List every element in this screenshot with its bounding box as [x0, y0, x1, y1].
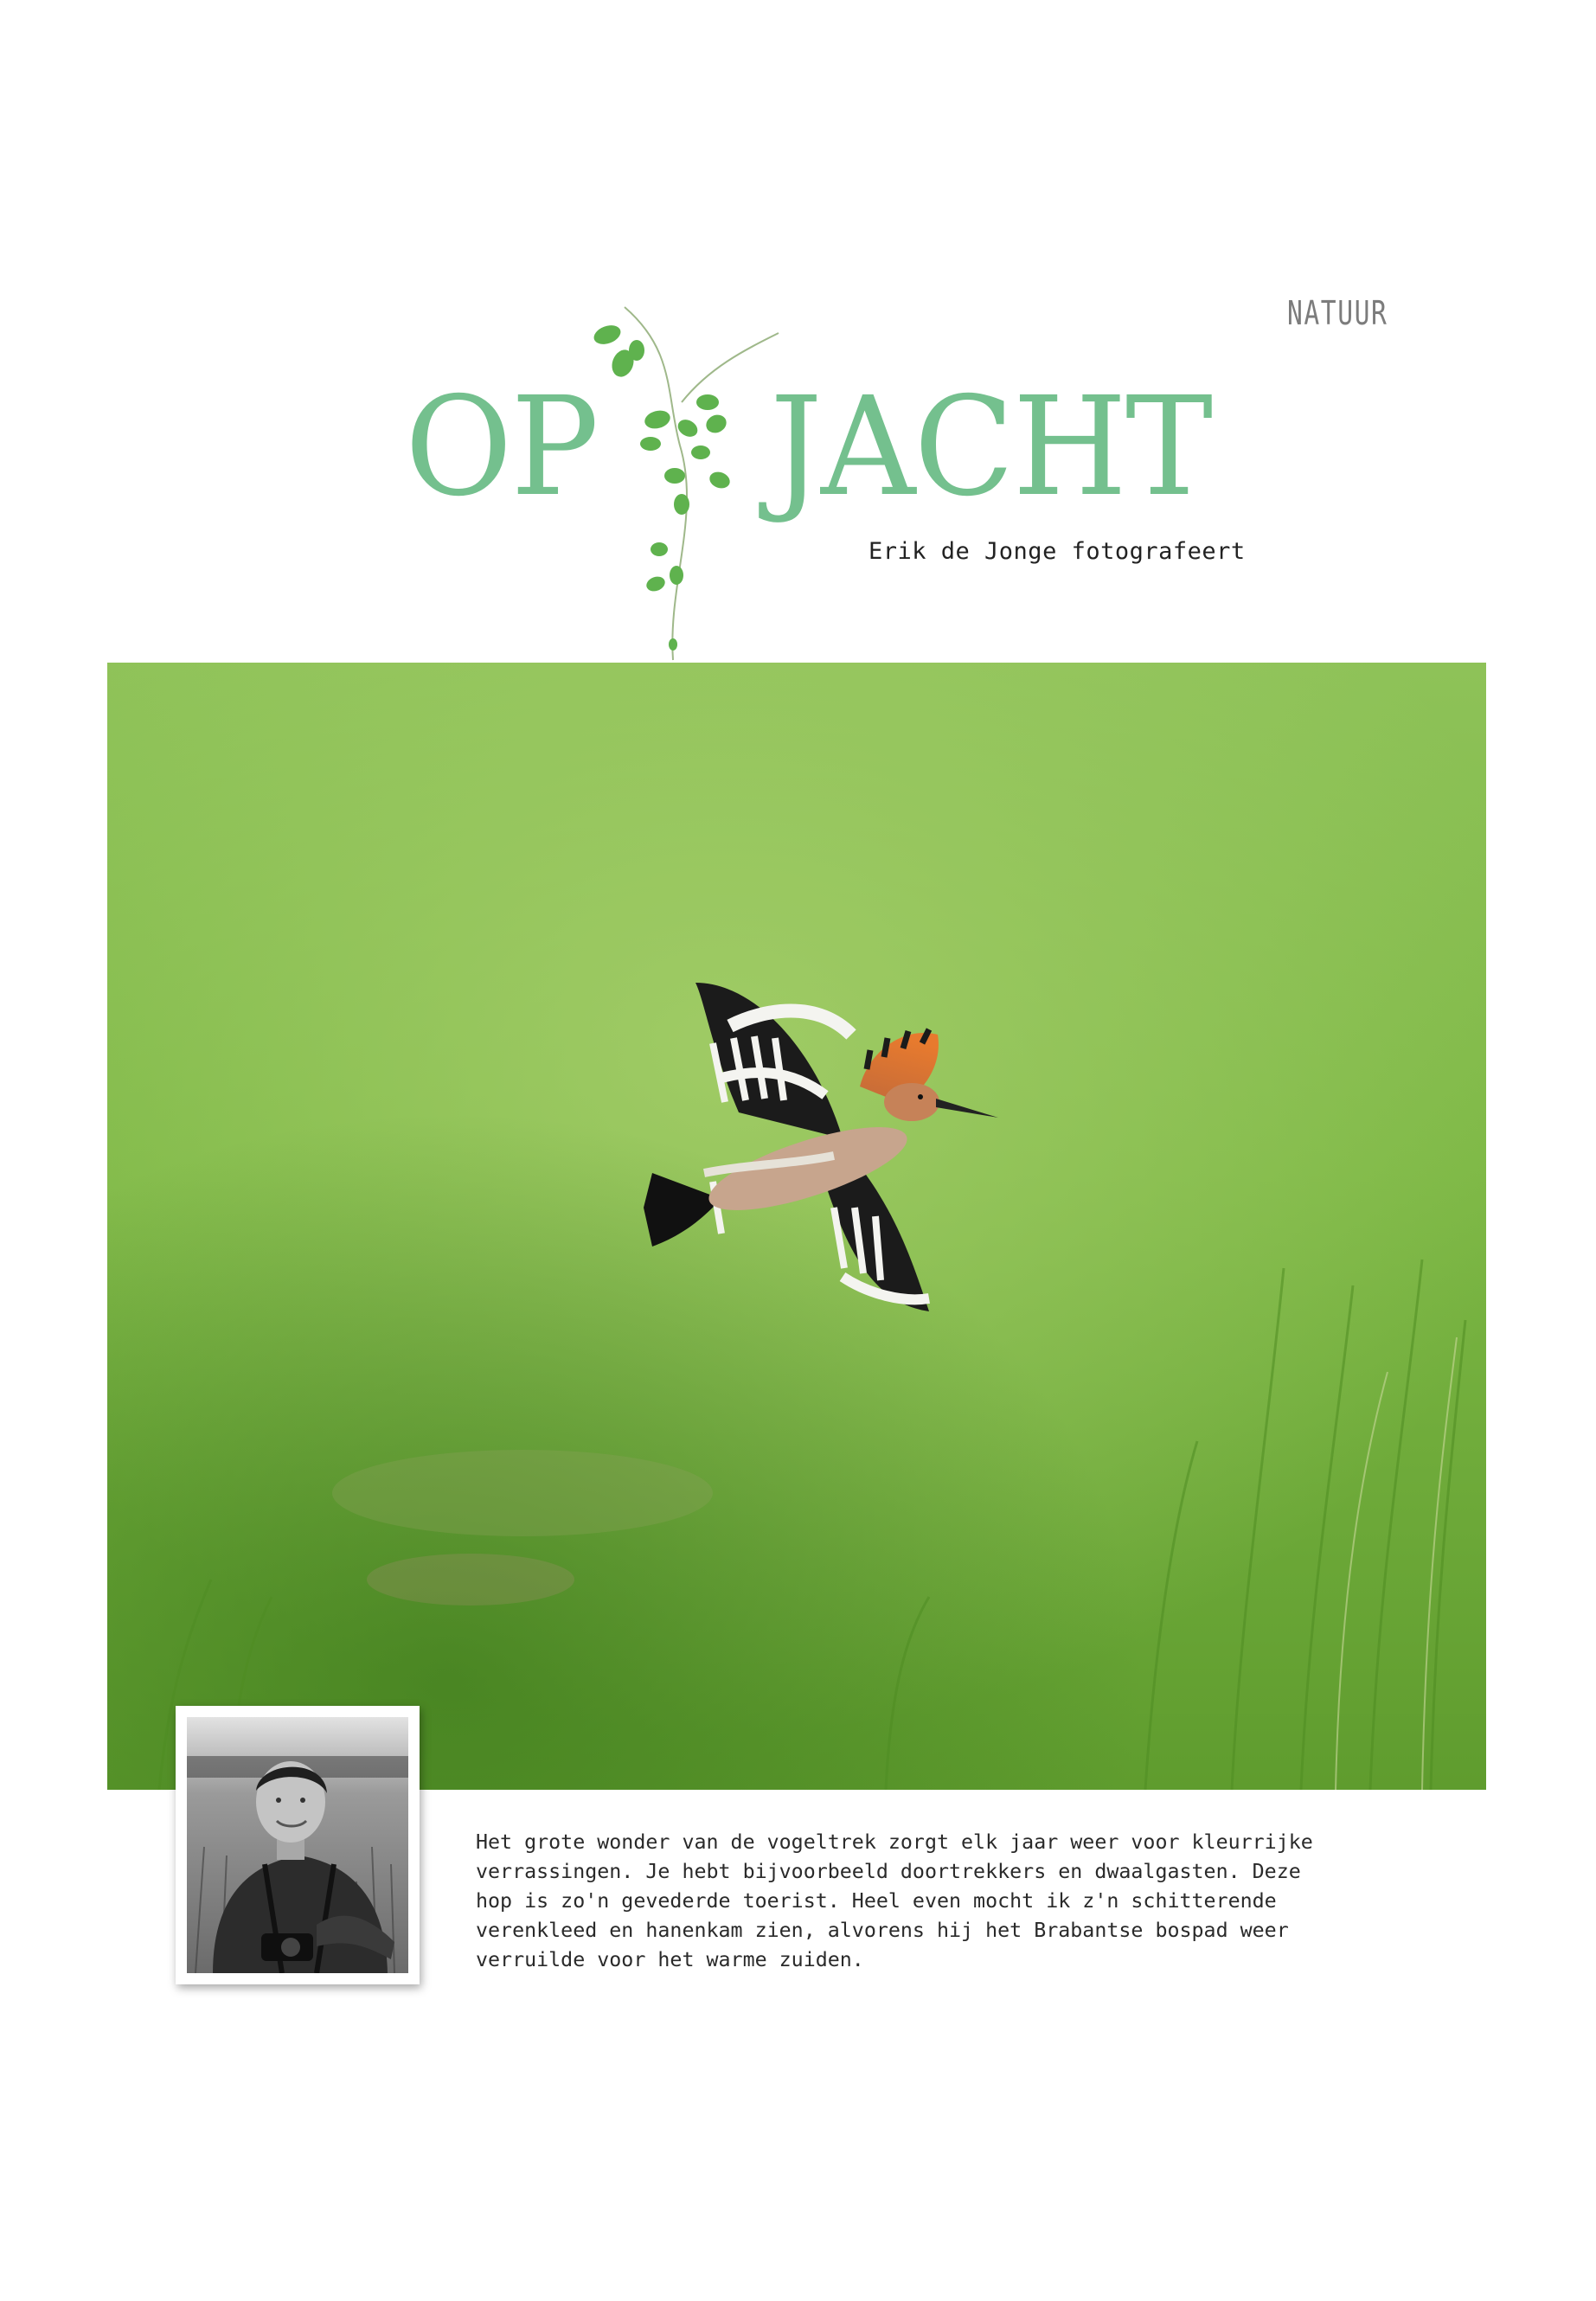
hero-photo: [107, 663, 1486, 1790]
vine-illustration: [571, 298, 796, 662]
article-line: verruilde voor het warme zuiden.: [476, 1948, 864, 1971]
page-title-jacht: JACHT: [770, 368, 1212, 527]
author-photo: [176, 1706, 420, 1984]
article-line: verenkleed en hanenkam zien, alvorens hij het Brabantse bospad weer: [476, 1919, 1289, 1942]
article-line: hop is zo'n gevederde toerist. Heel even mocht ik z'n schitterende: [476, 1889, 1277, 1913]
page-title-op: OP: [405, 368, 598, 527]
byline: Erik de Jonge fotografeert: [869, 538, 1246, 565]
section-label: NATUUR: [1287, 294, 1388, 332]
article-line: Het grote wonder van de vogeltrek zorgt elk jaar weer voor kleurrijke: [476, 1830, 1313, 1854]
article-intro: [476, 1828, 1410, 1975]
article-line: verrassingen. Je hebt bijvoorbeeld doortrekkers en dwaalgasten. Deze: [476, 1860, 1301, 1883]
